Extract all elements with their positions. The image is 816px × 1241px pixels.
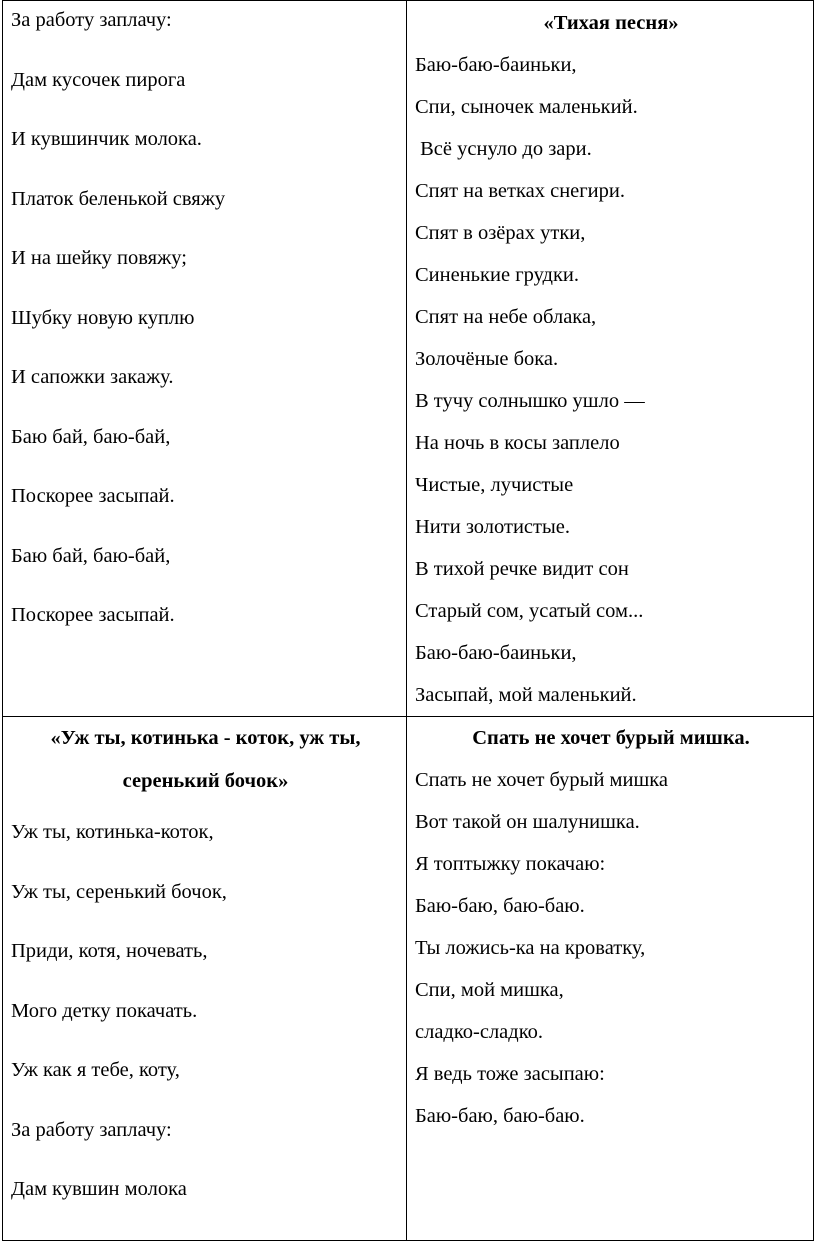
poem-line: Спят на ветках снегири. — [415, 180, 625, 202]
poem-line: Старый сом, усатый сом... — [415, 600, 644, 622]
poem-title: «Тихая песня» — [543, 12, 679, 34]
poem-line: За работу заплачу: — [11, 1118, 172, 1141]
poem-line: Мого детку покачать. — [11, 999, 198, 1022]
cell-bottom-left — [3, 717, 407, 1241]
poem-line: Приди, котя, ночевать, — [11, 940, 208, 962]
poem-line: И сапожки закажу. — [11, 366, 174, 388]
poem-line: Дам кувшин молока — [11, 1178, 187, 1200]
poem-line: Уж ты, серенький бочок, — [11, 880, 227, 903]
poem-line: Спи, мой мишка, — [415, 979, 564, 1001]
poem-line: Я ведь тоже засыпаю: — [415, 1063, 605, 1085]
poem-line: Чистые, лучистые — [415, 474, 574, 496]
cell-top-right — [407, 1, 814, 717]
poem-line: Нити золотистые. — [415, 516, 570, 538]
poem-line: Поскорее засыпай. — [11, 485, 175, 507]
poem-continuation — [3, 1, 406, 646]
cell-bottom-right — [407, 717, 814, 1241]
poem-line: Синенькие грудки. — [415, 264, 580, 286]
poem-line: Поскорее засыпай. — [11, 604, 175, 626]
poem-line: Засыпай, мой маленький. — [415, 684, 637, 706]
poem-title: Спать не хочет бурый мишка. — [472, 727, 750, 749]
poem-line: Спят в озёрах утки, — [415, 222, 586, 244]
poem-kotinka-kotok — [3, 717, 406, 1220]
poem-line: Баю бай, баю-бай, — [11, 544, 171, 567]
poem-line: И на шейку повяжу; — [11, 247, 187, 269]
poem-title-line-1: «Уж ты, котинька - коток, уж ты, — [50, 727, 361, 749]
poem-line: Дам кусочек пирога — [11, 68, 186, 91]
poem-line: Шубку новую куплю — [11, 306, 195, 329]
poem-line: Баю-баю-баиньки, — [415, 54, 577, 76]
poem-title-line-2: серенький бочок» — [122, 770, 289, 792]
poem-line: Спать не хочет бурый мишка — [415, 769, 669, 791]
poem-line: В тихой речке видит сон — [415, 558, 629, 580]
poem-line: Вот такой он шалунишка. — [415, 811, 640, 833]
poem-line: За работу заплачу: — [11, 9, 172, 31]
poem-line: Я топтыжку покачаю: — [415, 853, 606, 875]
poem-line: Баю бай, баю-бай, — [11, 425, 171, 448]
poem-line: Уж как я тебе, коту, — [11, 1059, 180, 1081]
poem-line: На ночь в косы заплело — [415, 432, 620, 454]
poem-line: И кувшинчик молока. — [11, 128, 202, 150]
poem-line: Ты ложись-ка на кроватку, — [415, 937, 646, 959]
poem-line: Платок беленькой свяжу — [11, 187, 226, 210]
poem-line: Спи, сыночек маленький. — [415, 96, 638, 118]
table-row — [3, 1, 814, 717]
lullaby-table — [2, 0, 814, 1241]
poem-line: Баю-баю, баю-баю. — [415, 895, 585, 917]
poem-line: Золочёные бока. — [415, 348, 559, 370]
poem-buryi-mishka — [407, 717, 813, 1137]
poem-line: Спят на небе облака, — [415, 306, 597, 328]
poem-line: Баю-баю-баиньки, — [415, 642, 577, 664]
poem-line: Уж ты, котинька-коток, — [11, 821, 214, 843]
poem-line: В тучу солнышко ушло — — [415, 390, 645, 412]
cell-top-left — [3, 1, 407, 717]
table-row — [3, 717, 814, 1241]
poem-line: Баю-баю, баю-баю. — [415, 1105, 585, 1127]
poem-tikhaya-pesnya — [407, 2, 813, 716]
poem-line: Всё уснуло до зари. — [415, 138, 592, 160]
poem-line: сладко-сладко. — [415, 1021, 544, 1043]
